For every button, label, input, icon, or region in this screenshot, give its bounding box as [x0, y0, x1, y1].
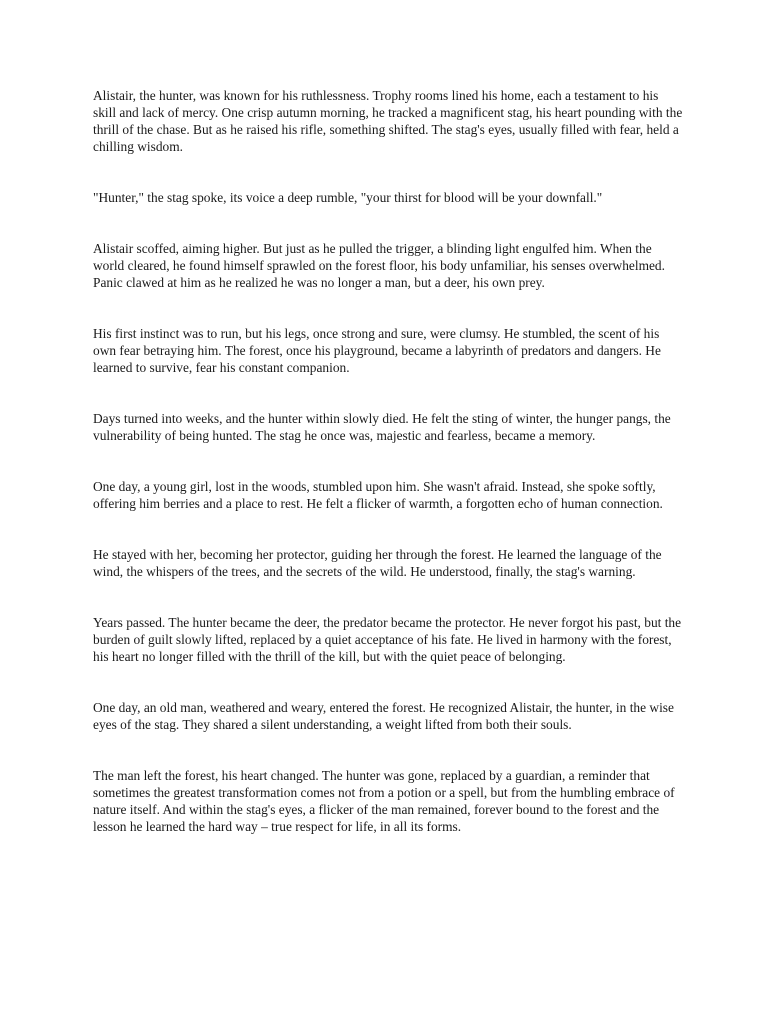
- paragraph-4: His first instinct was to run, but his legs, once strong and sure, were clumsy. He stumbled, the scent of his own fear betraying him. The forest, once his playground, became a labyrinth of predators and dangers. He learned to survive, fear his constant companion.: [93, 326, 661, 375]
- paragraph-3: Alistair scoffed, aiming higher. But just as he pulled the trigger, a blinding light engulfed him. When the world cleared, he found himself sprawled on the forest floor, his body unfamiliar, his senses overwhelmed. Panic clawed at him as he realized he was no longer a man, but a deer, his own prey.: [93, 241, 665, 290]
- document-page: [93, 87, 683, 869]
- paragraph-9: One day, an old man, weathered and weary, entered the forest. He recognized Alistair, the hunter, in the wise eyes of the stag. They shared a silent understanding, a weight lifted from both their souls.: [93, 700, 674, 732]
- paragraph-10: The man left the forest, his heart changed. The hunter was gone, replaced by a guardian, a reminder that sometimes the greatest transformation comes not from a potion or a spell, but from the humbling embrace of nature itself. And within the stag's eyes, a flicker of the man remained, forever bound to the forest and the lesson he learned the hard way – true respect for life, in all its forms.: [93, 768, 675, 834]
- paragraph-7: He stayed with her, becoming her protector, guiding her through the forest. He learned the language of the wind, the whispers of the trees, and the secrets of the wild. He understood, finally, the stag's warning.: [93, 547, 662, 579]
- paragraph-2: "Hunter," the stag spoke, its voice a deep rumble, "your thirst for blood will be your downfall.": [93, 190, 603, 205]
- paragraph-6: One day, a young girl, lost in the woods, stumbled upon him. She wasn't afraid. Instead, she spoke softly, offering him berries and a place to rest. He felt a flicker of warmth, a forgotten echo of human connection.: [93, 479, 663, 511]
- paragraph-5: Days turned into weeks, and the hunter within slowly died. He felt the sting of winter, the hunger pangs, the vulnerability of being hunted. The stag he once was, majestic and fearless, became a memory.: [93, 411, 671, 443]
- paragraph-1: Alistair, the hunter, was known for his ruthlessness. Trophy rooms lined his home, each a testament to his skill and lack of mercy. One crisp autumn morning, he tracked a magnificent stag, his heart pounding with the thrill of the chase. But as he raised his rifle, something shifted. The stag's eyes, usually filled with fear, held a chilling wisdom.: [93, 88, 683, 154]
- paragraph-8: Years passed. The hunter became the deer, the predator became the protector. He never forgot his past, but the burden of guilt slowly lifted, replaced by a quiet acceptance of his fate. He lived in harmony with the forest, his heart no longer filled with the thrill of the kill, but with the quiet peace of belonging.: [93, 615, 682, 664]
